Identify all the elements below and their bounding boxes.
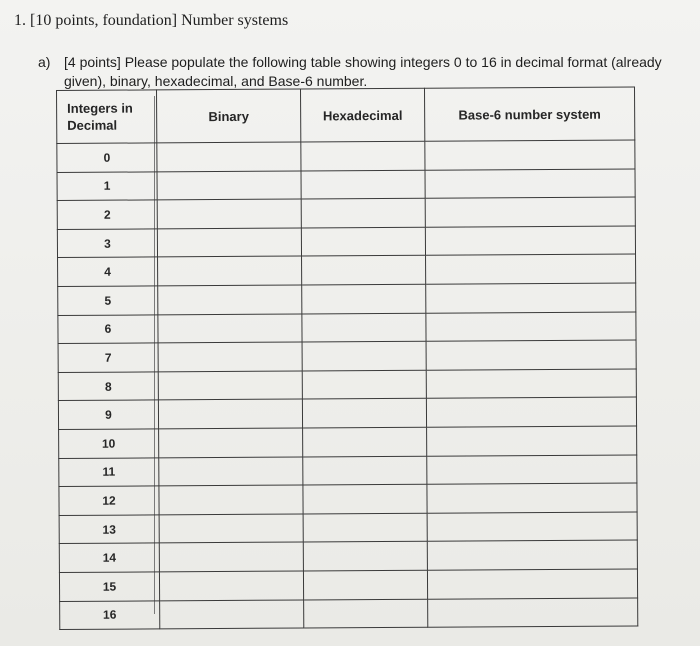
hexadecimal-cell[interactable] [301, 198, 425, 227]
hexadecimal-cell[interactable] [303, 513, 427, 542]
decimal-cell: 15 [59, 572, 159, 601]
hexadecimal-cell[interactable] [303, 542, 427, 571]
sub-question-text: [4 points] Please populate the following table showing integers 0 to 16 in decimal format (already given), binary, hexadecimal, and Base-6 number. [64, 54, 662, 89]
hexadecimal-cell[interactable] [301, 227, 425, 256]
binary-cell[interactable] [159, 571, 303, 600]
table-row [59, 483, 637, 515]
decimal-cell: 16 [60, 600, 160, 629]
decimal-cell: 4 [58, 257, 158, 286]
base6-cell[interactable] [427, 426, 637, 456]
base6-cell[interactable] [427, 454, 637, 484]
binary-cell[interactable] [159, 485, 303, 514]
decimal-cell: 7 [58, 343, 158, 372]
binary-cell[interactable] [159, 542, 303, 571]
decimal-cell: 1 [57, 171, 157, 200]
table-row [59, 540, 637, 572]
table-row [58, 283, 636, 315]
base6-cell[interactable] [425, 197, 635, 227]
binary-cell[interactable] [158, 342, 302, 371]
hexadecimal-cell[interactable] [301, 170, 425, 199]
base6-cell[interactable] [427, 483, 637, 513]
hexadecimal-cell[interactable] [301, 141, 425, 170]
binary-cell[interactable] [158, 256, 302, 285]
decimal-cell: 3 [57, 229, 157, 258]
binary-cell[interactable] [160, 599, 304, 628]
binary-cell[interactable] [158, 371, 302, 400]
table-row [58, 340, 636, 372]
header-binary: Binary [157, 89, 301, 143]
hexadecimal-cell[interactable] [303, 570, 427, 599]
decimal-cell: 11 [59, 457, 159, 486]
table-row [58, 312, 636, 344]
table-row [57, 169, 635, 201]
table-row [58, 369, 636, 401]
base6-cell[interactable] [426, 283, 636, 313]
hexadecimal-cell[interactable] [304, 599, 428, 628]
decimal-cell: 8 [58, 372, 158, 401]
hexadecimal-cell[interactable] [302, 341, 426, 370]
number-systems-table [56, 86, 638, 630]
decimal-cell: 0 [57, 143, 157, 172]
hexadecimal-cell[interactable] [302, 399, 426, 428]
binary-cell[interactable] [159, 428, 303, 457]
hexadecimal-cell[interactable] [302, 370, 426, 399]
header-hexadecimal: Hexadecimal [300, 88, 424, 142]
hexadecimal-cell[interactable] [303, 484, 427, 513]
hexadecimal-cell[interactable] [303, 427, 427, 456]
binary-cell[interactable] [158, 399, 302, 428]
decimal-cell: 13 [59, 515, 159, 544]
decimal-cell: 10 [59, 429, 159, 458]
hexadecimal-cell[interactable] [303, 456, 427, 485]
table-row [59, 426, 637, 458]
sub-question-label: a) [38, 54, 51, 70]
table-row [58, 254, 636, 286]
base6-cell[interactable] [426, 397, 636, 427]
table-row [59, 569, 637, 601]
binary-cell[interactable] [158, 314, 302, 343]
base6-cell[interactable] [426, 254, 636, 284]
question-heading: 1. [10 points, foundation] Number systems [14, 12, 289, 29]
binary-cell[interactable] [158, 285, 302, 314]
binary-cell[interactable] [159, 514, 303, 543]
table-row [57, 140, 635, 172]
table-row [57, 197, 635, 229]
hexadecimal-cell[interactable] [302, 313, 426, 342]
table-row [59, 512, 637, 544]
hexadecimal-cell[interactable] [302, 256, 426, 285]
base6-cell[interactable] [426, 369, 636, 399]
hexadecimal-cell[interactable] [302, 284, 426, 313]
base6-cell[interactable] [426, 340, 636, 370]
table-row [59, 454, 637, 486]
base6-cell[interactable] [428, 597, 638, 627]
table-row [58, 397, 636, 429]
header-base6: Base-6 number system [424, 87, 634, 141]
decimal-cell: 9 [58, 400, 158, 429]
base6-cell[interactable] [426, 312, 636, 342]
table-header-row [57, 87, 635, 144]
base6-cell[interactable] [427, 540, 637, 570]
binary-cell[interactable] [157, 228, 301, 257]
base6-cell[interactable] [425, 226, 635, 256]
base6-cell[interactable] [427, 569, 637, 599]
table-row [60, 597, 638, 629]
base6-cell[interactable] [425, 169, 635, 199]
decimal-cell: 2 [57, 200, 157, 229]
binary-cell[interactable] [157, 142, 301, 171]
decimal-cell: 12 [59, 486, 159, 515]
header-decimal: Integers in Decimal [57, 90, 157, 144]
binary-cell[interactable] [157, 199, 301, 228]
binary-cell[interactable] [157, 171, 301, 200]
decimal-cell: 14 [59, 543, 159, 572]
decimal-cell: 6 [58, 314, 158, 343]
base6-cell[interactable] [425, 140, 635, 170]
base6-cell[interactable] [427, 512, 637, 542]
binary-cell[interactable] [159, 457, 303, 486]
decimal-cell: 5 [58, 286, 158, 315]
table-row [57, 226, 635, 258]
